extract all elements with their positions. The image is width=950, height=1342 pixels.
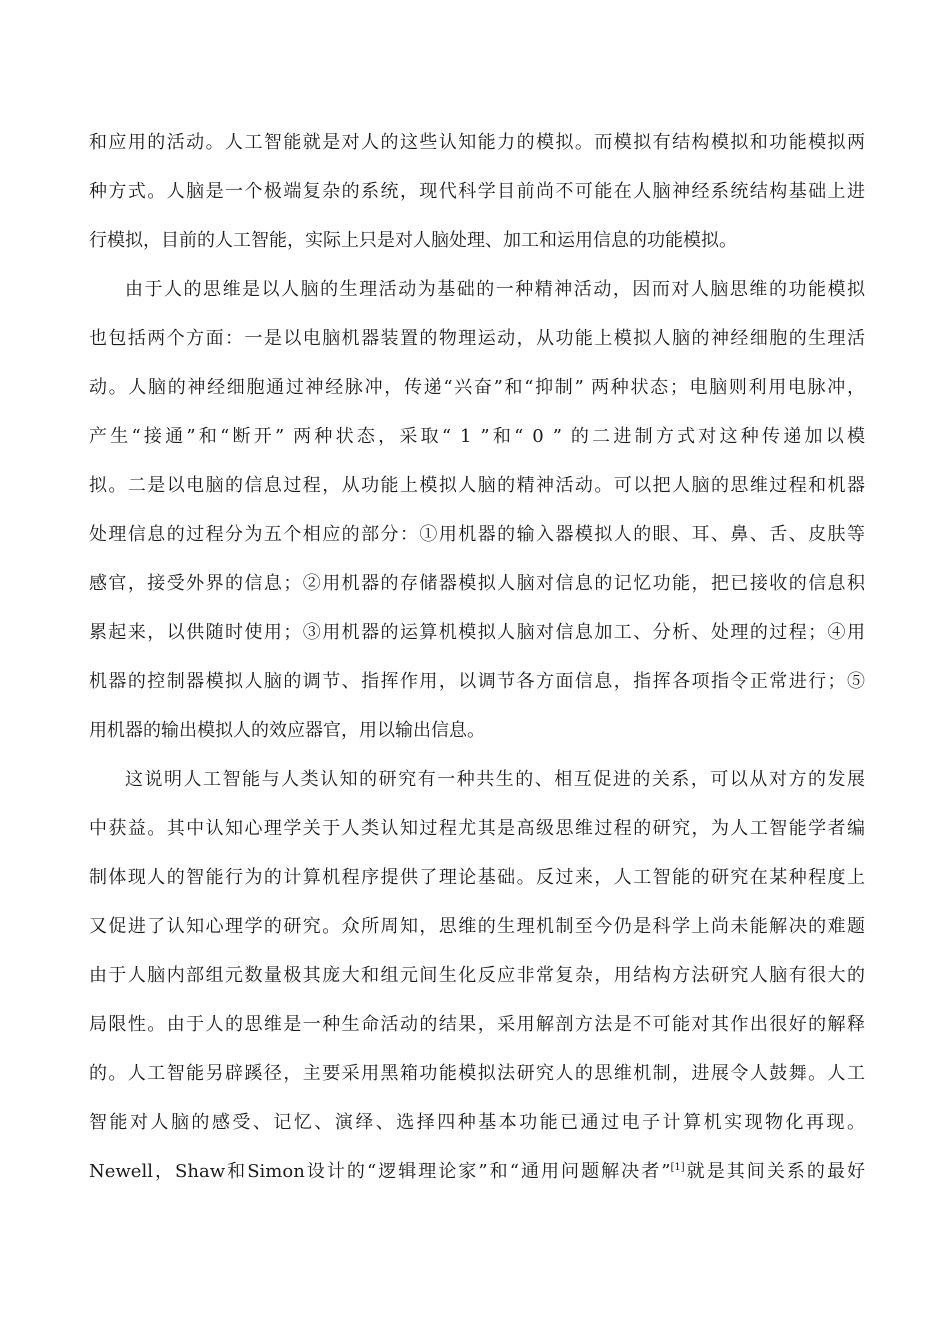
text-line-final [89,1147,865,1196]
body-text [89,118,865,1196]
text-line: 这说明人工智能与人类认知的研究有一种共生的、相互促进的关系，可以从对方的发展 [125,769,865,790]
text-line: 的。人工智能另辟蹊径，主要采用黑箱功能模拟法研究人的思维机制，进展令人鼓舞。人工 [89,1063,865,1084]
text-line: 种方式。人脑是一个极端复杂的系统，现代科学目前尚不可能在人脑神经系统结构基础上进 [89,181,865,202]
text-line: 累起来，以供随时使用；③用机器的运算机模拟人脑对信息加工、分析、处理的过程；④用 [89,622,865,643]
text-line: 拟。二是以电脑的信息过程，从功能上模拟人脑的精神活动。可以把人脑的思维过程和机器 [89,475,865,496]
final-line-text: Newell，Shaw和Simon设计的“逻辑理论家”和“通用问题解决者” [89,1161,671,1182]
text-line: 局限性。由于人的思维是一种生命活动的结果，采用解剖方法是不可能对其作出很好的解释 [89,1014,865,1035]
text-line: 产生“接通”和“断开” 两种状态，采取“ 1 ”和“ 0 ” 的二进制方式对这种传递加以模 [89,426,865,447]
text-line: 由于人脑内部组元数量极其庞大和组元间生化反应非常复杂，用结构方法研究人脑有很大的 [89,965,865,986]
text-line: 智能对人脑的感受、记忆、演绎、选择四种基本功能已通过电子计算机实现物化再现。 [89,1112,865,1133]
text-line: 和应用的活动。人工智能就是对人的这些认知能力的模拟。而模拟有结构模拟和功能模拟两 [89,132,865,153]
text-line: 用机器的输出模拟人的效应器官，用以输出信息。 [89,720,485,741]
text-line: 处理信息的过程分为五个相应的部分：①用机器的输入器模拟人的眼、耳、鼻、舌、皮肤等 [89,524,865,545]
text-line: 动。人脑的神经细胞通过神经脉冲，传递“兴奋”和“抑制” 两种状态；电脑则利用电脉冲， [89,377,865,398]
paragraph-2 [89,265,865,755]
text-line: 行模拟，目前的人工智能，实际上只是对人脑处理、加工和运用信息的功能模拟。 [89,230,737,251]
text-line: 中获益。其中认知心理学关于人类认知过程尤其是高级思维过程的研究，为人工智能学者编 [89,818,865,839]
text-line: 由于人的思维是以人脑的生理活动为基础的一种精神活动，因而对人脑思维的功能模拟 [125,279,865,300]
text-line: 机器的控制器模拟人脑的调节、指挥作用，以调节各方面信息，指挥各项指令正常进行；⑤ [89,671,865,692]
text-line: 又促进了认知心理学的研究。众所周知，思维的生理机制至今仍是科学上尚未能解决的难题 [89,916,865,937]
paragraph-1 [89,118,865,265]
text-line: 感官，接受外界的信息；②用机器的存储器模拟人脑对信息的记忆功能，把已接收的信息积 [89,573,865,594]
final-line-text-continued: 就是其间关系的最好 [684,1161,866,1182]
citation-marker[interactable]: [1] [670,1162,685,1173]
text-line: 也包括两个方面：一是以电脑机器装置的物理运动，从功能上模拟人脑的神经细胞的生理活 [89,328,865,349]
text-line: 制体现人的智能行为的计算机程序提供了理论基础。反过来，人工智能的研究在某种程度上 [89,867,865,888]
paragraph-3 [89,755,865,1196]
